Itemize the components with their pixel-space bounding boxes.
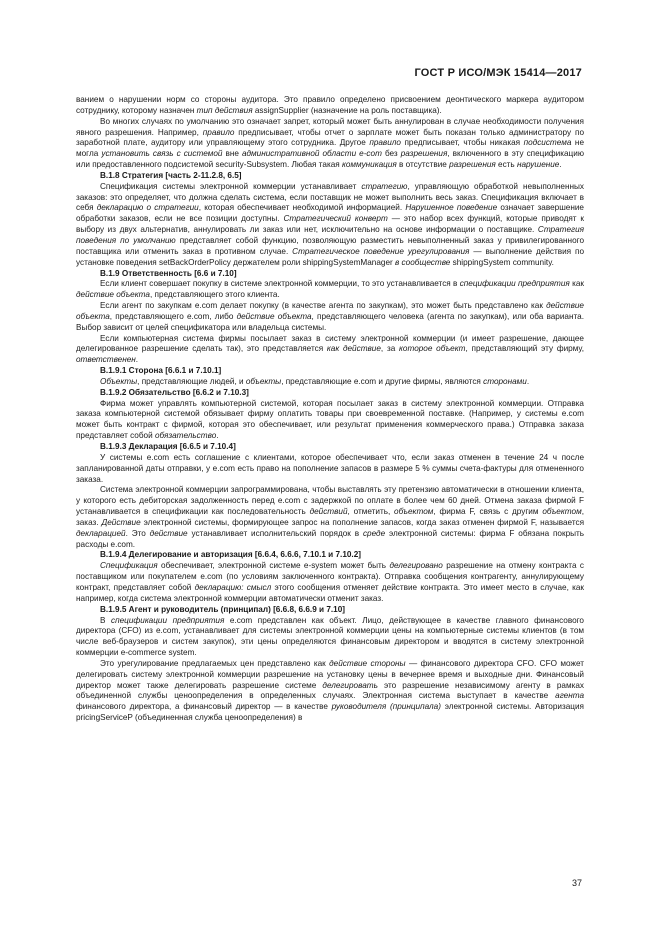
emphasized-term: тип действия (196, 105, 253, 115)
text-run: Спецификация системы электронной коммерции устанавливает (100, 181, 362, 191)
emphasized-term: административной области e-com (241, 149, 382, 159)
text-run: , представляющие людей, и (137, 376, 246, 386)
emphasized-term: нарушение (516, 160, 560, 170)
text-run: , представляющего человека (агента по закупкам), или оба варианта. Выбор зависит от целей спецификатора или владельца системы. (76, 311, 584, 332)
text-run: разрешение на отмену контракта с поставщиком или покупателем e.com (по условиям заключенного контракта). Отправка сообщения контрагенту, аннулирующему контракт, представляет собой (76, 561, 584, 592)
emphasized-term: декларацию: смысл (194, 582, 272, 592)
section-heading: В.1.9.4 Делегирование и авторизация [6.6.4, 6.6.6, 7.10.1 и 7.10.2] (100, 550, 361, 560)
text-run: У системы e.com есть соглашение с клиентами, которое обеспечивает что, если заказ отменен в течение 24 ч после запланированной даты отправки, у e.com есть право на пополнение запасов в размере 5 % суммы счета-фактуры для отмененного заказа. (76, 452, 584, 484)
emphasized-term: делегировать (322, 680, 378, 690)
text-run: электронной системы, формирующее запрос на пополнение запасов, когда заказ отменен фирмой F, называется (140, 517, 584, 527)
text-run: вне (222, 149, 242, 159)
emphasized-term: руководителя (принципала) (331, 702, 441, 712)
body-paragraph (76, 377, 584, 388)
text-run: , за (380, 344, 400, 354)
document-body (76, 95, 584, 724)
emphasized-term: спецификации предприятия (459, 279, 570, 289)
emphasized-term: ответственен (76, 355, 136, 365)
section-heading: В.1.9.5 Агент и руководитель (принципал) [6.6.8, 6.6.9 и 7.10] (100, 604, 346, 614)
text-run: , которая обеспечивает необходимой информацией. (198, 203, 406, 213)
emphasized-term: Спецификация (100, 561, 158, 571)
text-run: В (100, 615, 112, 625)
section-heading: В.1.9.1 Сторона [6.6.1 и 7.10.1] (100, 366, 222, 376)
text-run: — это набор всех функций, которые приводят к выбору из двух альтернатив, аннулировать ли заказ или нет, исключительно на основе информации о поставщике. (76, 214, 585, 235)
body-paragraph (76, 616, 584, 659)
emphasized-term: Объекты (100, 376, 138, 386)
standard-header: ГОСТ Р ИСО/МЭК 15414—2017 (414, 67, 582, 79)
body-paragraph (76, 399, 584, 442)
text-run: как (569, 279, 584, 289)
text-run: это разрешение независимому агенту в рамках объединенной службы ценоопределения в определенных случаях. Электронная система выступает в качестве (76, 680, 584, 701)
emphasized-term: сторонами (483, 376, 527, 386)
text-run: Если клиент совершает покупку в системе электронной коммерции, то это устанавливается в (100, 279, 460, 289)
body-paragraph (76, 334, 584, 367)
text-run: Если компьютерная система фирмы посылает заказ в систему электронной коммерции (и имеет разрешение, дающее делегированное разрешение сделать так), это представляется (76, 333, 584, 354)
text-run: ванием о нарушении норм со стороны аудитора. Это правило определено присвоением деонтического маркера аудитором сотруднику, которому назначен (76, 95, 584, 115)
body-paragraph (76, 95, 584, 117)
text-run: в отсутствие (396, 160, 450, 170)
emphasized-term: объектом (394, 507, 434, 517)
emphasized-term: Стратегическое поведение урегулирования (292, 246, 470, 256)
text-run: . Это (125, 528, 150, 538)
emphasized-term: спецификации предприятия (111, 615, 225, 625)
body-paragraph (76, 453, 584, 486)
emphasized-term: объекты (245, 376, 282, 386)
body-paragraph (76, 182, 584, 269)
text-run: Это урегулирование предлагаемых цен представлено как (100, 658, 330, 668)
text-run: , управляющую обработкой невыполненных заказов: это определяет, что должна сделать система, если поставщик не может выполнить весь заказ. Спецификация включает в себя (76, 181, 584, 213)
emphasized-term: разрешения (400, 149, 448, 159)
body-paragraph (76, 279, 584, 301)
emphasized-term: Действие (101, 517, 141, 527)
emphasized-term: действие объекта (76, 301, 584, 321)
text-run: обеспечивает, электронной системе e-system может быть (157, 561, 390, 571)
emphasized-term: действий (309, 507, 348, 517)
text-run: assignSupplier (назначение на роль поставщика). (252, 105, 442, 115)
emphasized-term: Стратегия поведения по умолчанию (76, 225, 584, 245)
text-run: Система электронной коммерции запрограммирована, чтобы выставлять эту претензию автоматически в отношении клиента, у которого есть дебиторская задолженность перед e.com с задержкой по оплате в более чем 60 дней. Отмена заказа фирмой F устанавливается в спецификации как последовательность (76, 485, 584, 517)
text-run: , включенного в эту спецификацию или предоставленного подсистемой security-Subsystem. Любая такая (76, 149, 584, 170)
text-run: представляет собой функцию, позволяющую разместить невыполненный заказ у привилегированного поставщика или отменить заказ в противном случае. (76, 235, 584, 256)
emphasized-term: декларацией (76, 528, 126, 538)
emphasized-term: действие стороны (329, 658, 406, 668)
text-run: Во многих случаях по умолчанию это означает запрет, который может быть аннулирован в случае необходимости получения явного разрешения. Например, (76, 116, 584, 137)
text-run: . (559, 160, 562, 170)
text-run: , фирма F, связь с другим (433, 507, 543, 517)
emphasized-term: делегировано (389, 561, 443, 571)
text-run: предписывает, чтобы никакая (400, 138, 524, 148)
text-run: e.com представлен как объект. Лицо, действующее в качестве главного финансового директора (CFO) из e.com, устанавливает для системы электронной коммерции цены на компьютерные системы клиентов (в том числе веб-браузеров и систем закупок), эти цены определяются финансовым директором и вводятся в систему электронной коммерции e-commerce system. (76, 615, 584, 658)
emphasized-term: как действие (326, 344, 381, 354)
text-run: электронной системы. Авторизация pricingServiceP (объединенная служба ценоопределения) в (76, 702, 584, 723)
emphasized-term: которое объект (399, 344, 466, 354)
emphasized-term: объектом (542, 507, 582, 517)
emphasized-term: декларацию о стратегии (96, 203, 199, 213)
emphasized-term: Стратегический конверт (283, 214, 388, 224)
emphasized-term: установить связь с системой (101, 149, 223, 159)
text-run: Фирма может управлять компьютерной системой, которая посылает заказ в систему электронной коммерции. Отправка заказа компьютерной системой обязывает фирму оплатить товары при своевременной поставке. (Например, у системы e.com может быть контракт с фирмой, которая это обеспечивает, или результат применения коммерческого права.) Отправка заказа представляет собой (76, 398, 584, 441)
text-run: shippingSystem community. (450, 257, 554, 267)
section-heading: В.1.8 Стратегия [часть 2-11.2.8, 6.5] (100, 170, 242, 180)
text-run: означает завершение обработки заказов, если не все позиции доступны. (76, 203, 584, 224)
body-paragraph (76, 561, 584, 604)
text-run: . (135, 355, 139, 365)
page-number: 37 (571, 878, 582, 888)
text-run: финансового директора, а финансовый директор — в качестве (76, 702, 332, 712)
text-run: Если агент по закупкам e.com делает покупку (в качестве агента по закупкам), это может быть представлено как (100, 301, 547, 311)
section-heading: В.1.9.3 Декларация [6.6.5 и 7.10.4] (100, 442, 236, 451)
text-run: не могла (76, 138, 584, 159)
emphasized-term: коммуникация (342, 160, 397, 170)
emphasized-term: стратегию (361, 181, 408, 191)
text-run: предписывает, чтобы отчет о зарплате может быть показан только администратору по заработной плате, аудитору или управляющему этого сотрудника. Другое (76, 127, 584, 148)
text-run: устанавливает исполнительский порядок в (187, 528, 363, 538)
text-run: этого сообщения отменяет действие контракта. Это имеет место в случае, как например, когда система электронной коммерции автоматически отменит заказ. (76, 582, 585, 603)
section-heading: В.1.9 Ответственность [6.6 и 7.10] (100, 268, 237, 278)
text-run: , представляющего e.com, либо (109, 311, 237, 321)
section-heading: В.1.9.2 Обязательство [6.6.2 и 7.10.3] (100, 387, 249, 397)
body-paragraph (76, 659, 584, 724)
text-run: , представляющие e.com и другие фирмы, являются (281, 376, 484, 386)
text-run: . (526, 376, 530, 386)
emphasized-term: действие (149, 528, 188, 538)
emphasized-term: среде (362, 528, 386, 538)
body-paragraph (76, 485, 584, 550)
body-paragraph (76, 117, 584, 171)
text-run: электронной системы: фирма F обязана покрыть расходы e.com. (76, 528, 585, 549)
body-paragraph (76, 301, 584, 334)
text-run: — финансового директора CFO. CFO может делегировать систему электронной коммерции разрешение на установку цены в вечернее время и выходные дни. Финансовый директор может также делегировать разрешение системе (76, 658, 584, 690)
emphasized-term: подсистема (523, 138, 572, 148)
text-run: , представляющий эту фирму, (465, 344, 584, 354)
emphasized-term: разрешения (449, 160, 496, 170)
text-run: , представляющего этого клиента. (149, 290, 280, 300)
emphasized-term: действие объекта (76, 290, 150, 300)
text-run: , заказ. (76, 507, 584, 527)
text-run: . (216, 431, 219, 441)
emphasized-term: правило (369, 138, 401, 148)
emphasized-term: агента (555, 691, 584, 701)
text-run: без (381, 149, 401, 159)
emphasized-term: в сообществе (395, 257, 451, 267)
emphasized-term: правило (202, 127, 235, 137)
emphasized-term: действие объекта (236, 311, 312, 321)
text-run: , отметить, (347, 507, 395, 517)
emphasized-term: Нарушенное поведение (405, 203, 498, 213)
text-run: — выполнение действия по установке поведения setBackOrderPolicy держателем роли shippingSystemManager (76, 246, 585, 267)
emphasized-term: обязательство (154, 431, 217, 441)
text-run: есть (495, 160, 517, 170)
